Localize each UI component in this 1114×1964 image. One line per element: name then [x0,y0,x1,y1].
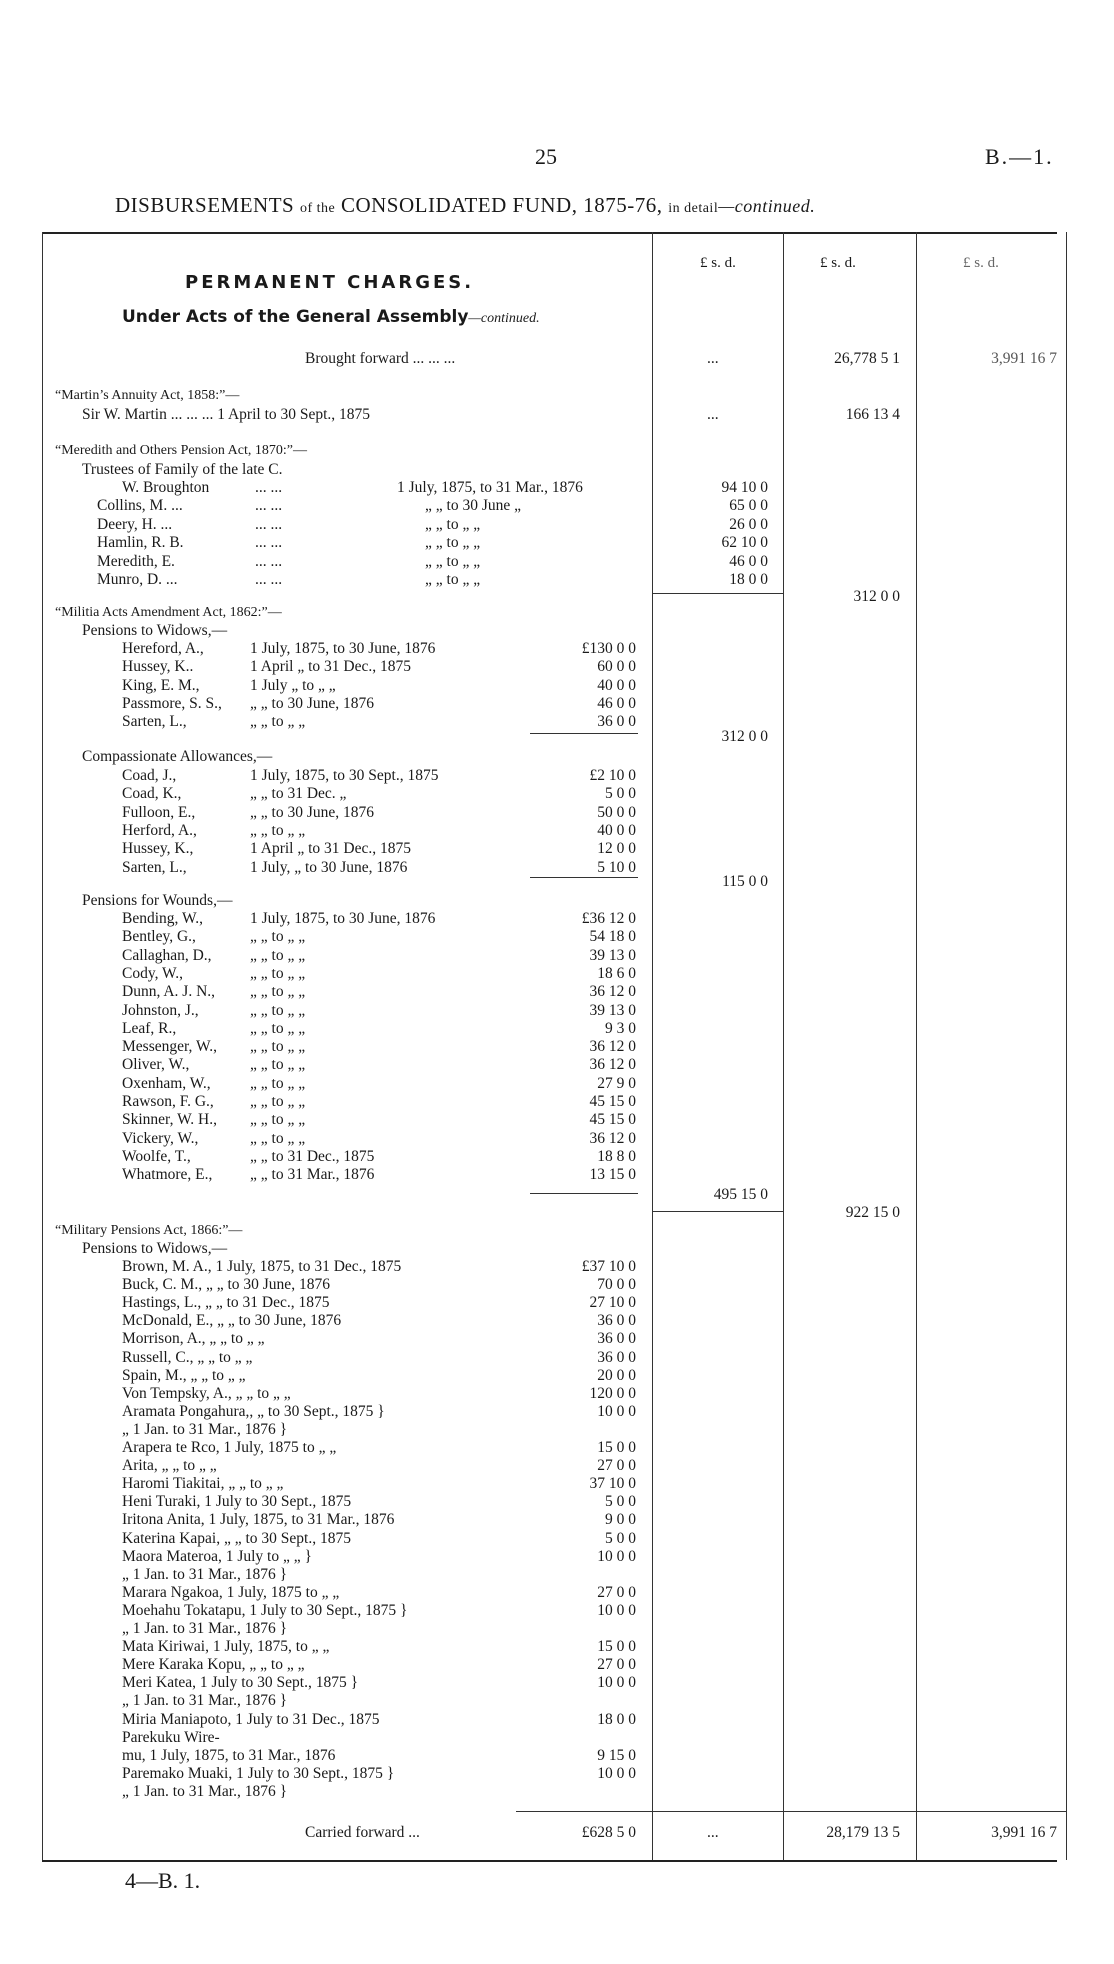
pension-amount: 18 0 0 [597,1710,636,1728]
table-row [0,1692,1114,1710]
pension-period: „ „ to „ „ [425,515,481,533]
pension-amount: 36 12 0 [589,1056,636,1074]
table-row [0,1729,1114,1747]
table-row [0,553,1114,571]
pension-amount: 15 0 0 [597,1638,636,1656]
table-row [0,571,1114,589]
pension-period: „ „ to „ „ [425,552,481,570]
table-row [0,1056,1114,1074]
pensioner-name: Callaghan, D., [122,946,212,964]
table-row [0,840,1114,858]
title-main: DISBURSEMENTS [115,193,295,217]
pension-entry: Parekuku Wire- [122,1728,220,1746]
pension-period: 1 April „ to 31 Dec., 1875 [250,840,412,858]
pensioner-name: Bending, W., [122,910,203,927]
table-row [0,1747,1114,1765]
pension-entry: Spain, M., „ „ to „ „ [122,1366,246,1384]
pension-entry: Arapera te Rco, 1 July, 1875 to „ „ [122,1439,337,1456]
pension-amount: 5 0 0 [605,1493,636,1511]
table-row [0,1674,1114,1692]
pension-amount: 45 15 0 [589,1093,636,1110]
pensioner-name: Johnston, J., [122,1001,199,1019]
pensioner-name: Oxenham, W., [122,1074,211,1092]
table-row [0,1765,1114,1783]
pensioner-name: Meredith, E. [97,552,175,570]
pension-period: „ „ to „ „ [250,713,306,731]
pension-entry: Katerina Kapai, „ „ to 30 Sept., 1875 [122,1529,351,1547]
pension-period: „ „ to 30 June „ [425,497,521,515]
table-row [0,1330,1114,1348]
pensioner-name: Coad, K., [122,785,182,803]
pension-period: „ „ to „ „ [425,571,481,588]
rule [516,1811,1066,1812]
pension-amount: 10 0 0 [597,1764,636,1782]
pension-amount: 9 15 0 [597,1746,636,1764]
pensioner-name: Coad, J., [122,767,177,784]
pension-entry: „ 1 Jan. to 31 Mar., 1876 } [122,1420,288,1438]
title-in-detail: in detail [668,201,719,216]
pensioner-name: Bentley, G., [122,928,196,946]
column-header-3: £ s. d. [963,255,999,271]
table-row [0,910,1114,928]
pension-amount: 50 0 0 [597,803,636,821]
pension-entry: Arita, „ „ to „ „ [122,1457,217,1475]
pensioner-name: Vickery, W., [122,1129,199,1147]
table-row [0,767,1114,785]
pension-period: „ „ to 31 Dec., 1875 [250,1147,375,1165]
pension-entry: „ 1 Jan. to 31 Mar., 1876 } [122,1782,288,1800]
table-row [0,1385,1114,1403]
pension-amount: 5 0 0 [605,785,636,803]
table-row [0,1403,1114,1421]
pension-period: 1 April „ to 31 Dec., 1875 [250,658,412,676]
pension-period: „ „ to „ „ [250,1038,306,1056]
pension-entry: Russell, C., „ „ to „ „ [122,1348,253,1366]
pension-amount: 5 10 0 [597,858,636,876]
table-row [0,1020,1114,1038]
table-row [0,1475,1114,1493]
brought-forward-row: Brought forward ... ... ... ... 26,778 5 1 3,991 16 7 [305,350,1057,367]
table-row [0,947,1114,965]
pension-amount: 65 0 0 [729,497,768,515]
pensioner-name: Passmore, S. S., [122,694,222,712]
pension-amount: 27 0 0 [597,1457,636,1475]
pensioner-name: Munro, D. ... [97,571,178,588]
pension-entry: Hastings, L., „ „ to 31 Dec., 1875 [122,1294,330,1312]
table-row [0,1075,1114,1093]
leader-dots: ... ... [255,571,283,588]
table-row [0,1258,1114,1276]
pension-amount: 39 13 0 [589,1001,636,1019]
title-fund: CONSOLIDATED FUND, 1875-76, [340,193,663,217]
carried-forward-row: Carried forward ... £628 5 0 ... 28,179 13 5 3,991 16 7 [305,1824,1057,1841]
table-row [0,804,1114,822]
pension-period: 1 July, „ to 30 June, 1876 [250,858,408,876]
pension-amount: 36 12 0 [589,983,636,1001]
pension-amount: 36 0 0 [597,1348,636,1366]
table-row [0,1566,1114,1584]
table-row [0,534,1114,552]
pensioner-name: Fulloon, E., [122,803,196,821]
pension-period: „ „ to „ „ [250,1019,306,1037]
pension-amount: 9 0 0 [605,1511,636,1529]
table-row [0,1349,1114,1367]
pension-period: 1 July, 1875, to 31 Mar., 1876 [397,479,583,496]
pension-entry: McDonald, E., „ „ to 30 June, 1876 [122,1312,342,1330]
leader-dots: ... ... [255,515,283,533]
pension-amount: 12 0 0 [597,840,636,858]
table-row [0,1002,1114,1020]
pension-entry: Meri Katea, 1 July to 30 Sept., 1875 } [122,1674,359,1692]
pension-amount: 70 0 0 [597,1276,636,1294]
table-row [0,1584,1114,1602]
pension-period: „ „ to „ „ [250,1056,306,1074]
pension-amount: 27 10 0 [589,1294,636,1312]
pension-amount: 94 10 0 [721,479,768,496]
leader-dots: ... ... [255,479,283,496]
table-row [0,497,1114,515]
pension-entry: Buck, C. M., „ „ to 30 June, 1876 [122,1276,330,1294]
pensioner-name: Hamlin, R. B. [97,534,184,552]
pension-period: 1 July, 1875, to 30 June, 1876 [250,910,436,927]
pension-period: „ „ to „ „ [425,534,481,552]
pension-entry: Aramata Pongahura,, „ to 30 Sept., 1875 } [122,1402,385,1420]
page-number: 25 [535,144,557,169]
table-row [0,1783,1114,1801]
pension-entry: Moehahu Tokatapu, 1 July to 30 Sept., 1875 } [122,1601,408,1619]
pension-amount: 62 10 0 [721,534,768,552]
table-row [0,695,1114,713]
title-continued: —continued. [718,196,816,216]
pension-amount: 27 0 0 [597,1583,636,1601]
pension-amount: 18 6 0 [597,964,636,982]
pension-entry: „ 1 Jan. to 31 Mar., 1876 } [122,1620,288,1637]
pension-entry: Heni Turaki, 1 July to 30 Sept., 1875 [122,1493,352,1511]
page-title [115,193,815,218]
table-row [0,1111,1114,1129]
table-row [0,1093,1114,1111]
pension-period: 1 July, 1875, to 30 June, 1876 [250,640,436,657]
table-row [0,1312,1114,1330]
pension-amount: 36 0 0 [597,1330,636,1348]
pension-entry: mu, 1 July, 1875, to 31 Mar., 1876 [122,1746,336,1764]
wounds-total: 495 15 0 [713,1186,768,1203]
pension-amount: 36 0 0 [597,1312,636,1330]
pension-entry: Morrison, A., „ „ to „ „ [122,1330,265,1348]
militia-grand-total: 922 15 0 [845,1204,900,1221]
pension-entry: Marara Ngakoa, 1 July, 1875 to „ „ [122,1583,340,1601]
leader-dots: ... ... [255,534,283,552]
pensioner-name: Skinner, W. H., [122,1111,217,1129]
pension-period: „ „ to 30 June, 1876 [250,694,374,712]
table-row [0,785,1114,803]
pension-amount: £130 0 0 [581,640,636,657]
pensioner-name: Woolfe, T., [122,1147,191,1165]
pension-amount: 39 13 0 [589,946,636,964]
pension-entry: Maora Materoa, 1 July to „ „ } [122,1547,312,1565]
pension-amount: 18 0 0 [729,571,768,588]
pension-amount: 37 10 0 [589,1475,636,1493]
pension-amount: 27 9 0 [597,1074,636,1092]
pension-period: „ „ to 30 June, 1876 [250,803,374,821]
table-row [0,479,1114,497]
pension-period: 1 July „ to „ „ [250,676,336,694]
leader-dots: ... ... [255,497,283,515]
table-row [0,928,1114,946]
pensioner-name: Collins, M. ... [97,497,183,515]
table-row [0,822,1114,840]
table-row [0,1166,1114,1184]
pension-amount: 60 0 0 [597,658,636,676]
pension-period: „ „ to „ „ [250,964,306,982]
pension-period: „ „ to „ „ [250,946,306,964]
table-row [0,1638,1114,1656]
column-header-2: £ s. d. [820,255,856,271]
column-header-1: £ s. d. [700,255,736,271]
pension-entry: Mata Kiriwai, 1 July, 1875, to „ „ [122,1638,330,1656]
pensioner-name: W. Broughton [122,479,210,496]
pension-amount: 120 0 0 [589,1384,636,1402]
table-row [0,1294,1114,1312]
table-row [0,1367,1114,1385]
pension-amount: 26 0 0 [729,515,768,533]
title-of-the: of the [299,201,336,216]
pensioner-name: Hussey, K.. [122,658,194,676]
pension-amount: 10 0 0 [597,1674,636,1692]
pension-period: „ „ to „ „ [250,928,306,946]
martin-row: Sir W. Martin ... ... ... 1 April to 30 Sept., 1875 ... 166 13 4 [82,406,900,423]
pension-amount: 13 15 0 [589,1166,636,1184]
pensioner-name: Sarten, L., [122,858,187,876]
pension-amount: 10 0 0 [597,1402,636,1420]
footer-signature: 4—B. 1. [125,1868,201,1893]
pensioner-name: Cody, W., [122,964,184,982]
table-row [0,516,1114,534]
pension-amount: 9 3 0 [605,1019,636,1037]
table-row [0,1457,1114,1475]
pension-amount: 40 0 0 [597,676,636,694]
militia-widows-total: 312 0 0 [721,728,768,745]
pensioner-name: King, E. M., [122,676,200,694]
pension-amount: 18 8 0 [597,1147,636,1165]
table-row [0,965,1114,983]
pension-period: „ „ to 31 Mar., 1876 [250,1166,375,1184]
pensioner-name: Whatmore, E., [122,1166,213,1184]
pension-amount: 20 0 0 [597,1366,636,1384]
pension-period: „ „ to „ „ [250,983,306,1001]
pension-period: 1 July, 1875, to 30 Sept., 1875 [250,767,439,784]
table-row [0,1620,1114,1638]
pension-entry: Haromi Tiakitai, „ „ to „ „ [122,1475,284,1493]
pensioner-name: Dunn, A. J. N., [122,983,216,1001]
table-row [0,1602,1114,1620]
pension-amount: 15 0 0 [597,1439,636,1456]
compassionate-total: 115 0 0 [722,873,768,890]
pension-period: „ „ to „ „ [250,1093,306,1110]
table-row [0,1038,1114,1056]
pensioner-name: Rawson, F. G., [122,1093,214,1110]
pension-entry: Brown, M. A., 1 July, 1875, to 31 Dec., 1875 [122,1258,402,1275]
table-row [0,1548,1114,1566]
pension-amount: £2 10 0 [589,767,636,784]
pension-amount: 40 0 0 [597,821,636,839]
pension-entry: Miria Maniapoto, 1 July to 31 Dec., 1875 [122,1710,380,1728]
pensioner-name: Oliver, W., [122,1056,190,1074]
pension-entry: Iritona Anita, 1 July, 1875, to 31 Mar., 1876 [122,1511,395,1529]
pension-entry: Von Tempsky, A., „ „ to „ „ [122,1384,291,1402]
meredith-total: 312 0 0 [853,588,900,605]
pension-amount: 46 0 0 [729,552,768,570]
pension-amount: 46 0 0 [597,694,636,712]
pension-amount: £36 12 0 [581,910,636,927]
pension-amount: 10 0 0 [597,1547,636,1565]
pension-amount: 10 0 0 [597,1601,636,1619]
pension-entry: Mere Karaka Kopu, „ „ to „ „ [122,1656,305,1674]
pension-period: „ „ to 31 Dec. „ [250,785,347,803]
pension-amount: 36 12 0 [589,1129,636,1147]
section-heading: PERMANENT CHARGES. [185,272,475,293]
table-row [0,1130,1114,1148]
pension-period: „ „ to „ „ [250,1129,306,1147]
pension-amount: 54 18 0 [589,928,636,946]
pensioner-name: Hereford, A., [122,640,204,657]
pension-amount: 5 0 0 [605,1529,636,1547]
table-row [0,1656,1114,1674]
pension-amount: 27 0 0 [597,1656,636,1674]
table-row [0,1148,1114,1166]
pension-entry: „ 1 Jan. to 31 Mar., 1876 } [122,1692,288,1710]
table-row [0,1421,1114,1439]
pension-amount: 36 0 0 [597,713,636,731]
pensioner-name: Leaf, R., [122,1019,177,1037]
pension-period: „ „ to „ „ [250,821,306,839]
pension-period: „ „ to „ „ [250,1074,306,1092]
table-row [0,1276,1114,1294]
table-row [0,1439,1114,1457]
pension-entry: Paremako Muaki, 1 July to 30 Sept., 1875 } [122,1764,395,1782]
pension-period: „ „ to „ „ [250,1001,306,1019]
pension-amount: 36 12 0 [589,1038,636,1056]
table-row [0,1493,1114,1511]
pensioner-name: Deery, H. ... [97,515,173,533]
table-row [0,1711,1114,1729]
pensioner-name: Hussey, K., [122,840,194,858]
table-row [0,1511,1114,1529]
pensioner-name: Messenger, W., [122,1038,217,1056]
pension-amount: 45 15 0 [589,1111,636,1129]
pension-period: „ „ to „ „ [250,1111,306,1129]
section-subheading: Under Acts of the General Assembly—continued. [122,307,540,327]
table-row [0,983,1114,1001]
pensioner-name: Herford, A., [122,821,197,839]
leader-dots: ... ... [255,552,283,570]
pension-entry: „ 1 Jan. to 31 Mar., 1876 } [122,1565,288,1583]
table-row [0,677,1114,695]
table-row [0,658,1114,676]
table-row [0,1530,1114,1548]
page-reference: B.—1. [985,144,1054,169]
table-row [0,640,1114,658]
pensioner-name: Sarten, L., [122,713,187,731]
pension-amount: £37 10 0 [581,1258,636,1275]
